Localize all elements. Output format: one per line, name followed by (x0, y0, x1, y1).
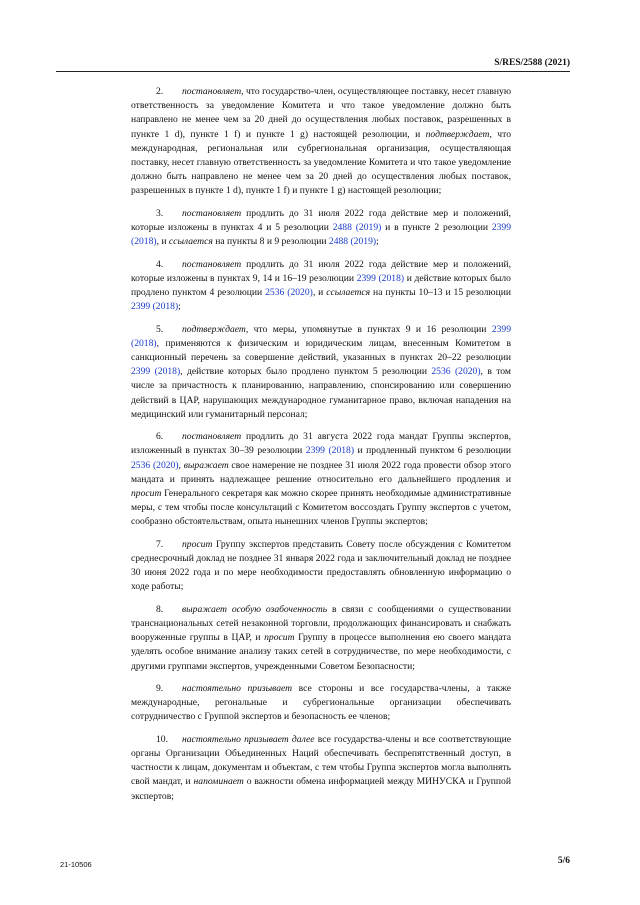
operative-verb: постановляет (182, 431, 242, 443)
header-rule (56, 71, 570, 72)
paragraph-10 (131, 733, 511, 804)
paragraph-text: Генерального секретаря как можно скорее принять необходимые административные меры, с тем чтобы после консультаций с Комитетом воссоздать Группу экспертов с учетом, сообразно обстоятельствам, опыта нынешних членов Группы экспертов; (131, 488, 511, 528)
resolution-link[interactable]: 2536 (2020) (431, 366, 481, 378)
operative-verb: выражает особую озабоченность (182, 603, 328, 615)
operative-verb: настоятельно призывает далее (182, 733, 315, 745)
resolution-link[interactable]: 2399 (2018) (131, 222, 511, 248)
paragraph-number: 4. (156, 258, 164, 270)
operative-verb: ссылается (168, 236, 213, 248)
paragraph-6 (131, 430, 511, 529)
operative-verb: постановляет (182, 207, 242, 219)
paragraph-text: все государства-члены и все соответствующие органы Организации Объединенных Наций обеспечивать беспрепятственный доступ, в частности к лицам, документам и объектам, с тем чтобы Группа экспертов могла выполнять свой мандат, и (131, 733, 511, 788)
paragraph-text: свое намерение не позднее 31 июля 2022 года провести обзор этого мандата и принять надлежащее решение относительно его дальнейшего продления и (131, 459, 512, 485)
paragraph-number: 7. (156, 538, 164, 550)
paragraph-number: 8. (156, 603, 164, 615)
resolution-link[interactable]: 2399 (2018) (356, 272, 405, 284)
resolution-link[interactable]: 2399 (2018) (131, 323, 511, 349)
resolution-link[interactable]: 2399 (2018) (131, 366, 181, 378)
paragraph-text: продлить до 31 августа 2022 года мандат Группы экспертов, изложенный в пунктах 30–39 резолюции (131, 431, 511, 457)
paragraph-text: продлить до 31 июля 2022 года действие мер и положений, которые изложены в пунктах 9, 14 и 16–19 резолюции (131, 258, 511, 284)
paragraph-text: в связи с сообщениями о существовании транснациональных сетей незаконной торговли, продолжающих финансировать и снабжать вооруженные группы в ЦАР, и (131, 603, 512, 644)
operative-verb: настоятельно призывает (182, 683, 293, 695)
document-body (131, 85, 511, 812)
operative-verb: постановляет (182, 86, 242, 97)
paragraph-text: о важности обмена информацией между МИНУСКА и Группой экспертов; (131, 776, 511, 802)
document-symbol: S/RES/2588 (2021) (494, 58, 570, 68)
paragraph-2 (131, 85, 511, 199)
paragraph-text: на пункты 10–13 и 15 резолюции (370, 287, 511, 299)
paragraph-text: все стороны и все государства-члены, а также международные, регональные и субрегиональные организации обеспечивать сотрудничество с Группой экспертов и безопасность ее членов; (131, 683, 511, 723)
paragraph-text: на пункты 8 и 9 резолюции (212, 236, 329, 248)
resolution-link[interactable]: 2488 (2019) (332, 222, 382, 234)
operative-verb: просит (131, 488, 162, 500)
page-number: 5/6 (557, 856, 570, 866)
paragraph-number: 2. (156, 86, 164, 97)
operative-verb: просит (182, 538, 213, 550)
paragraph-text: , в том числе за причастность к планированию, направлению, спонсированию или совершению действий в ЦАР, нарушающих международное гуманитарное право, включая нападения на медицинский или гуманитарный персонал; (131, 366, 511, 420)
resolution-link[interactable]: 2536 (2020) (131, 459, 179, 471)
paragraph-text: продлить до 31 июля 2022 года действие мер и положений, которые изложены в пунктах 4 и 5 резолюции (131, 207, 511, 234)
paragraph-text: , применяются к физическим и юридическим лицам, внесенным Комитетом в санкционный перечень за совершение действий, указанных в пунктах 20–22 резолюции (131, 337, 511, 364)
paragraph-text: , и (156, 236, 169, 248)
paragraph-number: 9. (156, 683, 164, 695)
operative-verb: подтверждает (425, 128, 490, 140)
resolution-link[interactable]: 2399 (2018) (305, 445, 355, 457)
resolution-link[interactable]: 2536 (2020) (265, 287, 313, 299)
paragraph-text: ; (178, 301, 181, 313)
paragraph-7 (131, 538, 511, 595)
document-code: 21-10506 (60, 860, 92, 869)
operative-verb: просит (264, 632, 295, 644)
operative-verb: ссылается (326, 287, 371, 299)
operative-verb: постановляет (182, 258, 242, 270)
paragraph-text: и продленный пунктом 6 резолюции (354, 445, 511, 457)
paragraph-3 (131, 207, 511, 250)
operative-verb: напоминает (193, 776, 244, 788)
paragraph-text: , что меры, упомянутые в пунктах 9 и 16 резолюции (245, 323, 492, 335)
paragraph-9 (131, 682, 511, 725)
operative-verb: выражает (183, 459, 229, 471)
paragraph-text: ; (376, 236, 379, 248)
paragraph-text: и действие которых было продлено пунктом 4 резолюции (131, 272, 511, 299)
paragraph-4 (131, 258, 511, 315)
paragraph-5 (131, 323, 511, 422)
paragraph-text: и в пункте 2 резолюции (381, 222, 492, 234)
paragraph-text: , что международная, региональная или субрегиональная организация, осуществляющая поставку, несет главную ответственность за уведомление Комитета и что такое уведомление должно быть направлено не менее чем за 20 дней до осуществления любых поставок, разрешенных в пункте 1 d), пункте 1 f) и пункте 1 g) настоящей резолюции; (131, 128, 511, 197)
paragraph-text: , действие которых было продлено пунктом 5 резолюции (180, 366, 432, 378)
paragraph-8 (131, 603, 511, 674)
paragraph-text: , что государство-член, осуществляющее поставку, несет главную ответственность за уведомление Комитета и что такое уведомление должно быть направлено не менее чем за 20 дней до осуществления любых поставок, разрешенных в пункте 1 d), пункте 1 f) и пункте 1 g) настоящей резолюции, и (131, 86, 511, 140)
paragraph-number: 6. (156, 431, 164, 443)
paragraph-text: Группу в процессе выполнения ею своего мандата уделять особое внимание анализу таких сетей в сотрудничестве, по мере необходимости, с другими группами экспертов, учрежденными Советом Безопасности; (131, 632, 512, 672)
paragraph-text: , (178, 459, 184, 471)
paragraph-number: 10. (156, 733, 168, 745)
paragraph-text: Группу экспертов представить Совету после обсуждения с Комитетом среднесрочный доклад не позднее 31 января 2022 года и заключительный доклад не позднее 30 июня 2022 года и по мере необходимости предоставлять обновленную информацию о ходе работы; (131, 538, 511, 593)
resolution-link[interactable]: 2488 (2019) (328, 236, 377, 248)
paragraph-text: , и (312, 287, 327, 299)
resolution-link[interactable]: 2399 (2018) (131, 301, 179, 313)
operative-verb: подтверждает (182, 323, 246, 335)
paragraph-number: 5. (156, 323, 164, 335)
paragraph-number: 3. (156, 207, 164, 219)
